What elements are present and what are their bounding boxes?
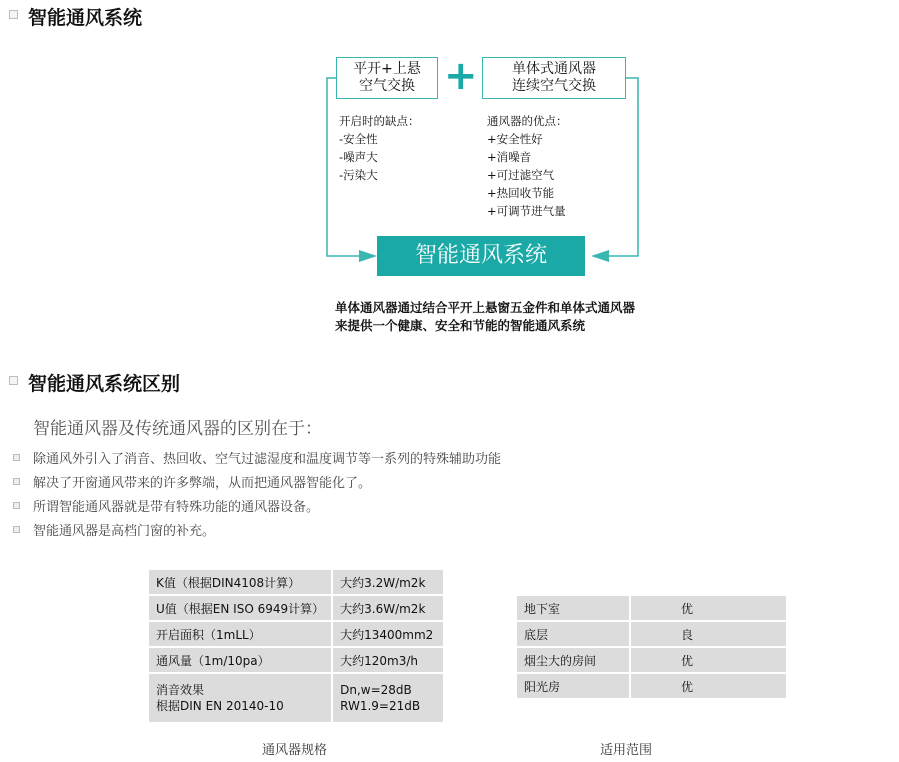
bullet-text: 所谓智能通风器就是带有特殊功能的通风器设备。 [33, 499, 320, 515]
table-row [517, 622, 786, 646]
ventilator-line2: 连续空气交换 [512, 78, 596, 94]
smart-ventilation-result: 智能通风系统 [377, 236, 585, 276]
list-item: +热回收节能 [487, 186, 555, 200]
table-cell-label: 通风量（1m/10pa） [149, 648, 331, 672]
list-item: -噪声大 [339, 150, 378, 164]
table-row [517, 674, 786, 698]
right-connector-line [606, 78, 638, 256]
bullet-icon [13, 526, 20, 533]
spec-table-caption: 通风器规格 [262, 743, 328, 758]
table-row [149, 622, 443, 646]
table-cell-value [333, 674, 443, 722]
list-item [13, 471, 371, 491]
section-subtitle: 智能通风器及传统通风器的区别在于： [33, 419, 322, 439]
table-row [149, 674, 443, 722]
table-cell-label: 地下室 [517, 596, 629, 620]
range-table-caption: 适用范围 [600, 743, 653, 758]
table-cell-value: 大约3.6W/m2k [333, 596, 443, 620]
list-item: +消噪音 [487, 150, 532, 164]
ventilator-line1: 单体式通风器 [512, 61, 596, 77]
range-table [515, 594, 788, 700]
table-row [517, 596, 786, 620]
table-row [149, 570, 443, 594]
table-cell-value: 优 [631, 674, 786, 698]
list-item: +安全性好 [487, 132, 543, 146]
plus-icon: + [444, 53, 478, 99]
table-cell-value: 优 [631, 648, 786, 672]
bullet-icon [13, 454, 20, 461]
section-title: 智能通风系统区别 [28, 373, 181, 395]
table-row [149, 648, 443, 672]
table-cell-value: 大约120m3/h [333, 648, 443, 672]
window-ventilation-line2: 空气交换 [359, 78, 415, 94]
bullet-text: 智能通风器是高档门窗的补充。 [33, 523, 216, 539]
left-arrow-icon [359, 250, 377, 262]
window-ventilation-line1: 平开+上悬 [353, 61, 421, 77]
noise-value-1: Dn,w=28dB [340, 683, 412, 697]
table-cell-label: 底层 [517, 622, 629, 646]
section-title: 智能通风系统 [28, 7, 143, 29]
advantages-header: 通风器的优点： [487, 114, 568, 128]
table-cell-label: U值（根据EN ISO 6949计算） [149, 596, 331, 620]
bullet-text: 除通风外引入了消音、热回收、空气过滤湿度和温度调节等一系列的特殊辅助功能 [33, 451, 502, 467]
table-cell-label [149, 674, 331, 722]
disadvantages-header: 开启时的缺点： [339, 114, 420, 128]
noise-standard: 根据DIN EN 20140-10 [156, 699, 284, 713]
right-arrow-icon [591, 250, 609, 262]
window-ventilation-box [336, 57, 438, 99]
bullet-text: 解决了开窗通风带来的许多弊端，从而把通风器智能化了。 [33, 475, 372, 491]
table-cell-label: K值（根据DIN4108计算） [149, 570, 331, 594]
ventilator-box [482, 57, 626, 99]
noise-value-2: RW1.9=21dB [340, 699, 421, 713]
table-row [517, 648, 786, 672]
list-item: -安全性 [339, 132, 378, 146]
spec-table [147, 568, 445, 724]
section-marker-icon [9, 376, 18, 385]
bullet-icon [13, 502, 20, 509]
list-item: -污染大 [339, 168, 378, 182]
bullet-icon [13, 478, 20, 485]
table-cell-value: 大约13400mm2 [333, 622, 443, 646]
disadvantages-list [339, 112, 420, 184]
table-cell-label: 烟尘大的房间 [517, 648, 629, 672]
list-item: +可过滤空气 [487, 168, 555, 182]
table-cell-value: 大约3.2W/m2k [333, 570, 443, 594]
diagram-description: 单体通风器通过结合平开上悬窗五金件和单体式通风器来提供一个健康、安全和节能的智能通风系统 [335, 300, 636, 333]
list-item [13, 447, 501, 467]
table-cell-label: 阳光房 [517, 674, 629, 698]
list-item: +可调节进气量 [487, 204, 566, 218]
noise-label: 消音效果 [156, 683, 205, 697]
table-cell-value: 良 [631, 622, 786, 646]
table-cell-value: 优 [631, 596, 786, 620]
list-item [13, 519, 215, 539]
list-item [13, 495, 319, 515]
table-cell-label: 开启面积（1mLL） [149, 622, 331, 646]
advantages-list [487, 112, 568, 220]
table-row [149, 596, 443, 620]
